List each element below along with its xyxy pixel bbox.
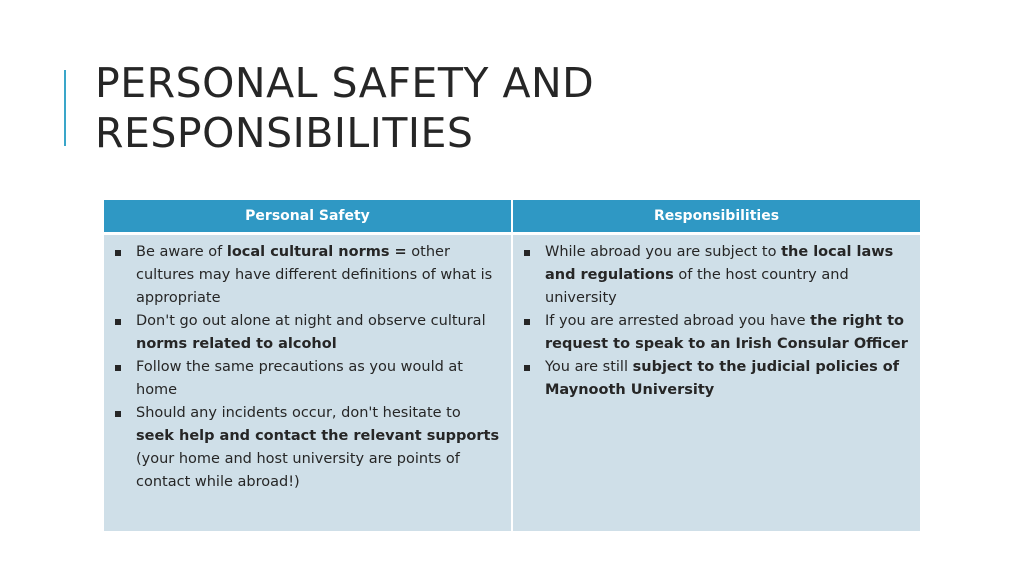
item-emphasis: the local laws and regulations xyxy=(545,244,894,283)
item-text: While abroad you are subject to xyxy=(545,244,782,260)
item-emphasis: the right to request to speak to an Irish Consular Officer xyxy=(545,313,908,352)
slide-title-line-1: PERSONAL SAFETY AND xyxy=(95,59,595,107)
item-text: If you are arrested abroad you have xyxy=(545,313,811,329)
item-text: Should any incidents occur, don't hesitate to xyxy=(136,405,461,421)
responsibilities-cell xyxy=(512,234,920,532)
item-text: Follow the same precautions as you would at home xyxy=(136,359,463,398)
item-emphasis: norms related to alcohol xyxy=(136,336,337,352)
item-text: Don't go out alone at night and observe cultural xyxy=(136,313,486,329)
personal-safety-cell xyxy=(104,234,512,532)
list-item xyxy=(112,310,503,356)
list-item xyxy=(112,402,503,494)
item-emphasis: seek help and contact the relevant supports xyxy=(136,428,500,444)
square-bullet-icon xyxy=(115,411,121,417)
square-bullet-icon xyxy=(524,365,530,371)
slide-title xyxy=(95,58,895,158)
slide-title-line-2: RESPONSIBILITIES xyxy=(95,109,474,157)
table-body-row xyxy=(104,234,920,532)
item-text: (your home and host university are points of contact while abroad!) xyxy=(136,451,460,490)
square-bullet-icon xyxy=(524,250,530,256)
square-bullet-icon xyxy=(115,365,121,371)
list-item xyxy=(521,356,912,402)
item-text: other cultures may have different definitions of what is appropriate xyxy=(136,244,493,306)
item-emphasis: subject to the judicial policies of Maynooth University xyxy=(545,359,900,398)
list-item xyxy=(521,241,912,310)
item-emphasis: local cultural norms = xyxy=(226,244,407,260)
item-text: of the host country and university xyxy=(545,267,849,306)
list-item xyxy=(112,241,503,310)
square-bullet-icon xyxy=(115,250,121,256)
square-bullet-icon xyxy=(115,319,121,325)
item-text: You are still xyxy=(545,359,633,375)
safety-table xyxy=(104,200,920,531)
accent-line xyxy=(64,70,66,146)
list-item xyxy=(112,356,503,402)
table-header-row xyxy=(104,200,920,234)
item-text: Be aware of xyxy=(136,244,227,260)
list-item xyxy=(521,310,912,356)
header-responsibilities: Responsibilities xyxy=(512,200,920,234)
header-personal-safety: Personal Safety xyxy=(104,200,512,234)
square-bullet-icon xyxy=(524,319,530,325)
personal-safety-list xyxy=(112,241,503,494)
responsibilities-list xyxy=(521,241,912,402)
